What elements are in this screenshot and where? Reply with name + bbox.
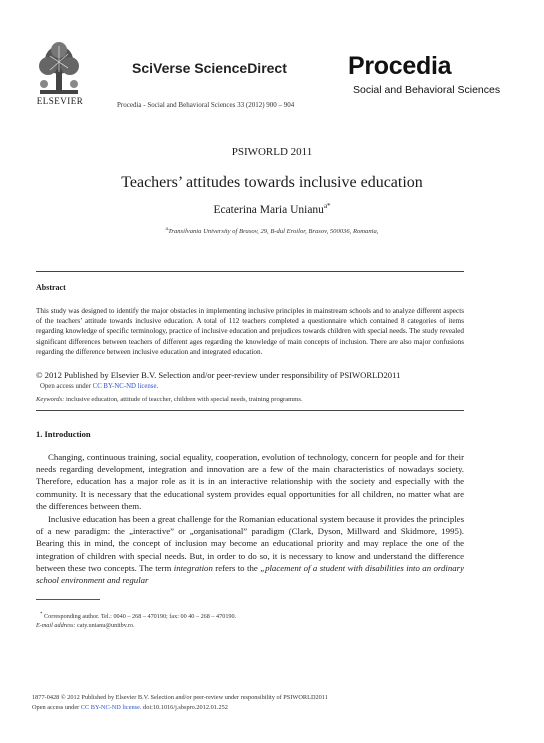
footnote-rule [36,599,100,600]
affiliation-mark: a [165,227,169,232]
email-label: E-mail address: [36,622,76,629]
email-address: caty.unianu@unitbv.ro. [75,622,135,629]
footnote-mark: * [40,612,43,617]
affiliation [0,227,544,235]
footnote-corresponding [40,612,236,620]
intro-p2-quote: „placement of a student with disabilities into an ordinary school environment and regular [36,562,464,586]
open-access-line [40,383,158,390]
footnote-corresponding-text: Corresponding author. Tel.: 0040 – 268 – 470190; fax: 00 40 – 268 – 470190. [42,613,237,621]
journal-brand: Procedia [348,52,452,80]
divider-top [36,271,464,272]
divider-bottom [36,410,464,411]
intro-p2-term: integration [173,562,213,573]
footer-doi: doi:10.1016/j.sbspro.2012.01.252 [141,704,228,711]
keywords-line [36,396,303,403]
footer-open-access-prefix: Open access under [32,704,81,711]
journal-brand-subtitle: Social and Behavioral Sciences [353,84,501,96]
footer-doi-line [32,704,228,711]
conference-name: PSIWORLD 2011 [231,146,313,158]
publisher-logo-text: ELSEVIER [36,96,84,106]
intro-paragraph-2 [36,513,464,586]
footnote-email [36,622,135,629]
keywords-label: Keywords: [36,396,65,403]
intro-p2-mid: refers to the [212,562,261,573]
author-line [0,202,544,216]
footer-license-link[interactable]: CC BY-NC-ND license. [80,704,142,711]
journal-citation-line: Procedia - Social and Behavioral Sciences 33 (2012) 900 – 904 [117,101,295,109]
intro-p2-start: Inclusive education has been a great challenge for the Romanian educational system because it provides the principles of a new paradigm: the „interactive” or „organisational” paradigm (Clark, Dyson, Millward and Skidmore, 1995). Bearing this in mind, the concept of inclusion may become an educational priority and may replace the one of the integration of children with special needs. But, in order to do so, it is necessary to know and understand the difference between these two concepts. The term [36,514,464,573]
copyright-line: © 2012 Published by Elsevier B.V. Selection and/or peer-review under responsibility of PSIWORLD2011 [36,370,401,380]
abstract-heading: Abstract [36,283,66,292]
platform-name: SciVerse ScienceDirect [132,60,287,76]
author-name: Ecaterina Maria Unianu [213,203,324,216]
section-heading-introduction: 1. Introduction [36,429,91,439]
footer-issn-line: 1877-0428 © 2012 Published by Elsevier B.V. Selection and/or peer-review under responsibility of PSIWORLD2011 [32,694,328,701]
author-marks: a* [323,202,331,210]
elsevier-tree-logo [30,40,88,100]
abstract-text: This study was designed to identify the major obstacles in implementing inclusive principles in mainstream schools and to analyze different aspects of the teachers’ attitude towards inclusive education. A total of 112 teachers completed a questionnaire which contained 8 categories of items regarding knowledge of specific terminology, practice of inclusive education and prejudices towards children with special needs. The study revealed significant differences between teachers of different ages regarding the knowledge of main concepts of inclusion. There are also major confusions regarding the difference between inclusive education and integrated education. [36,307,464,356]
keywords-text: inclusive education, attitude of teaccher, children with special needs, training programms. [64,396,303,403]
open-access-prefix: Open access under [40,383,93,390]
affiliation-text: Transilvania University of Brasov, 29, B-dul Eroilor, Brasov, 500036, Romania, [168,228,379,236]
license-link[interactable]: CC BY-NC-ND license. [92,383,159,390]
article-title: Teachers’ attitudes towards inclusive education [121,174,423,191]
intro-paragraph-1: Changing, continuous training, social equality, cooperation, evolution of technology, concern for people and for their needs regarding development, integration and innovation are a few of the main characteristics of nowadays society. Therefore, education has a major role as it is in an interactive relationship with the society and especially with the community. It is necessary that the educational system provides equal opportunities for all children, no matter what are the differences between them. [36,452,464,511]
